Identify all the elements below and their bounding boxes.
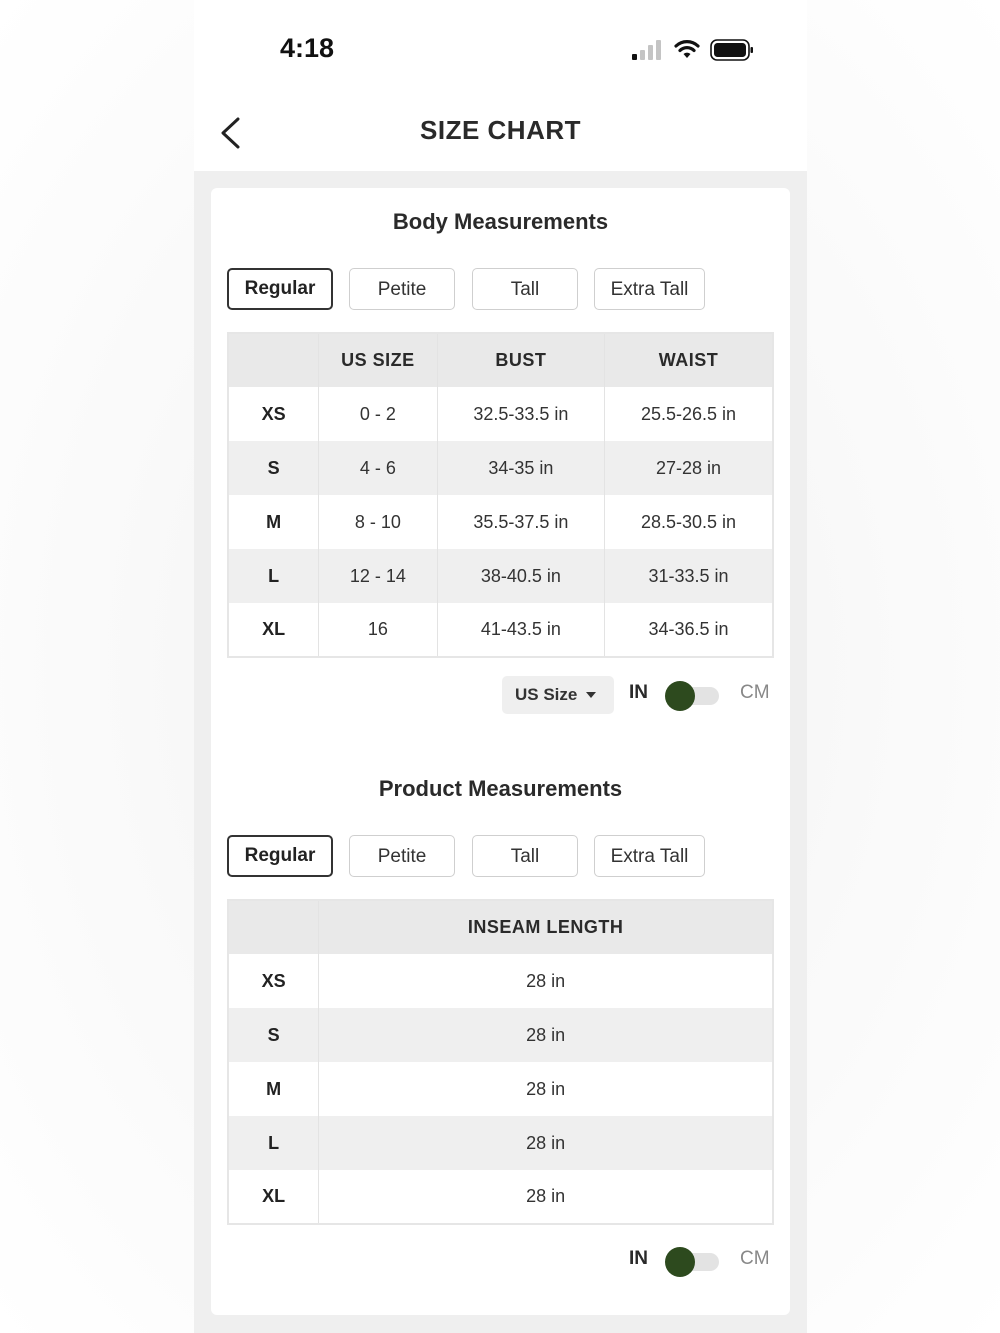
body-tab-tall[interactable]: Tall: [472, 268, 578, 310]
header-cell: [228, 900, 319, 954]
body-tab-petite[interactable]: Petite: [349, 268, 455, 310]
table-row: [228, 1062, 773, 1116]
waist-cell: 34-36.5 in: [605, 603, 773, 657]
size-select-label: US Size: [515, 685, 578, 704]
size-label: L: [228, 549, 319, 603]
product-tab-regular[interactable]: Regular: [227, 835, 333, 877]
battery-icon: [710, 39, 754, 61]
caret-down-icon: [586, 692, 596, 698]
product-unit-controls: [211, 1242, 790, 1282]
header-cell-us-size: US SIZE: [319, 333, 438, 387]
product-measurements-title: Product Measurements: [378, 776, 623, 801]
body-unit-controls: [211, 676, 790, 716]
bust-cell: 32.5-33.5 in: [437, 387, 604, 441]
us-size-cell: 0 - 2: [319, 387, 438, 441]
status-bar: [194, 0, 807, 95]
size-label: XL: [228, 603, 319, 657]
product-tab-petite[interactable]: Petite: [349, 835, 455, 877]
bust-cell: 38-40.5 in: [437, 549, 604, 603]
unit-toggle[interactable]: [665, 1247, 721, 1277]
bust-cell: 34-35 in: [437, 441, 604, 495]
waist-cell: 25.5-26.5 in: [641, 403, 737, 424]
waist-cell: 28.5-30.5 in: [641, 511, 737, 532]
waist-cell: 27-28 in: [605, 441, 773, 495]
table-header-row: [228, 333, 773, 387]
product-tab-extra-tall[interactable]: Extra Tall: [594, 835, 705, 877]
table-row: [228, 1116, 773, 1170]
header-cell-bust: BUST: [437, 333, 604, 387]
inseam-cell: 28 in: [319, 1116, 773, 1170]
unit-in-label: IN: [629, 682, 648, 703]
size-label: M: [228, 495, 319, 549]
size-label: S: [228, 1008, 319, 1062]
inseam-cell: 28 in: [319, 1170, 773, 1224]
unit-in-label: IN: [629, 1248, 648, 1269]
table-row: [228, 387, 773, 441]
size-label: L: [228, 1116, 319, 1170]
product-tab-tall[interactable]: Tall: [472, 835, 578, 877]
table-row: [228, 495, 773, 549]
size-label: XS: [228, 954, 319, 1008]
cellular-signal-icon: [632, 40, 664, 60]
nav-bar: [194, 95, 807, 171]
size-system-select[interactable]: [502, 676, 614, 714]
size-label: S: [228, 441, 319, 495]
toggle-knob: [665, 681, 695, 711]
table-row: [228, 954, 773, 1008]
wifi-icon: [674, 38, 700, 60]
body-measurements-title: Body Measurements: [392, 209, 609, 234]
page-title: SIZE CHART: [420, 115, 581, 145]
bust-cell: 35.5-37.5 in: [437, 495, 604, 549]
header-cell-inseam-length: INSEAM LENGTH: [319, 900, 773, 954]
phone-screen: [194, 0, 807, 1333]
us-size-cell: 16: [319, 603, 438, 657]
product-measurements-table: [227, 899, 774, 1225]
us-size-cell: 12 - 14: [319, 549, 438, 603]
table-row: [228, 603, 773, 657]
table-row: [228, 441, 773, 495]
header-cell: [228, 333, 319, 387]
inseam-cell: 28 in: [319, 1008, 773, 1062]
body-tab-extra-tall[interactable]: Extra Tall: [594, 268, 705, 310]
bust-cell: 41-43.5 in: [437, 603, 604, 657]
status-time: 4:18: [280, 33, 335, 63]
table-row: [228, 1008, 773, 1062]
us-size-cell: 8 - 10: [319, 495, 438, 549]
us-size-cell: 4 - 6: [319, 441, 438, 495]
unit-toggle[interactable]: [665, 681, 721, 711]
inseam-cell: 28 in: [526, 1078, 566, 1099]
table-header-row: [228, 900, 773, 954]
table-row: [228, 1170, 773, 1224]
table-row: [228, 549, 773, 603]
size-label: XL: [228, 1170, 319, 1224]
size-label: XS: [228, 387, 319, 441]
inseam-cell: 28 in: [526, 970, 566, 991]
size-label: M: [228, 1062, 319, 1116]
unit-cm-label: CM: [740, 1248, 770, 1269]
waist-cell: 31-33.5 in: [605, 549, 773, 603]
size-chart-card: [211, 188, 790, 1315]
body-tab-regular[interactable]: Regular: [227, 268, 333, 310]
unit-cm-label: CM: [740, 682, 770, 703]
body-measurements-table: [227, 332, 774, 658]
header-cell-waist: WAIST: [605, 333, 773, 387]
toggle-knob: [665, 1247, 695, 1277]
